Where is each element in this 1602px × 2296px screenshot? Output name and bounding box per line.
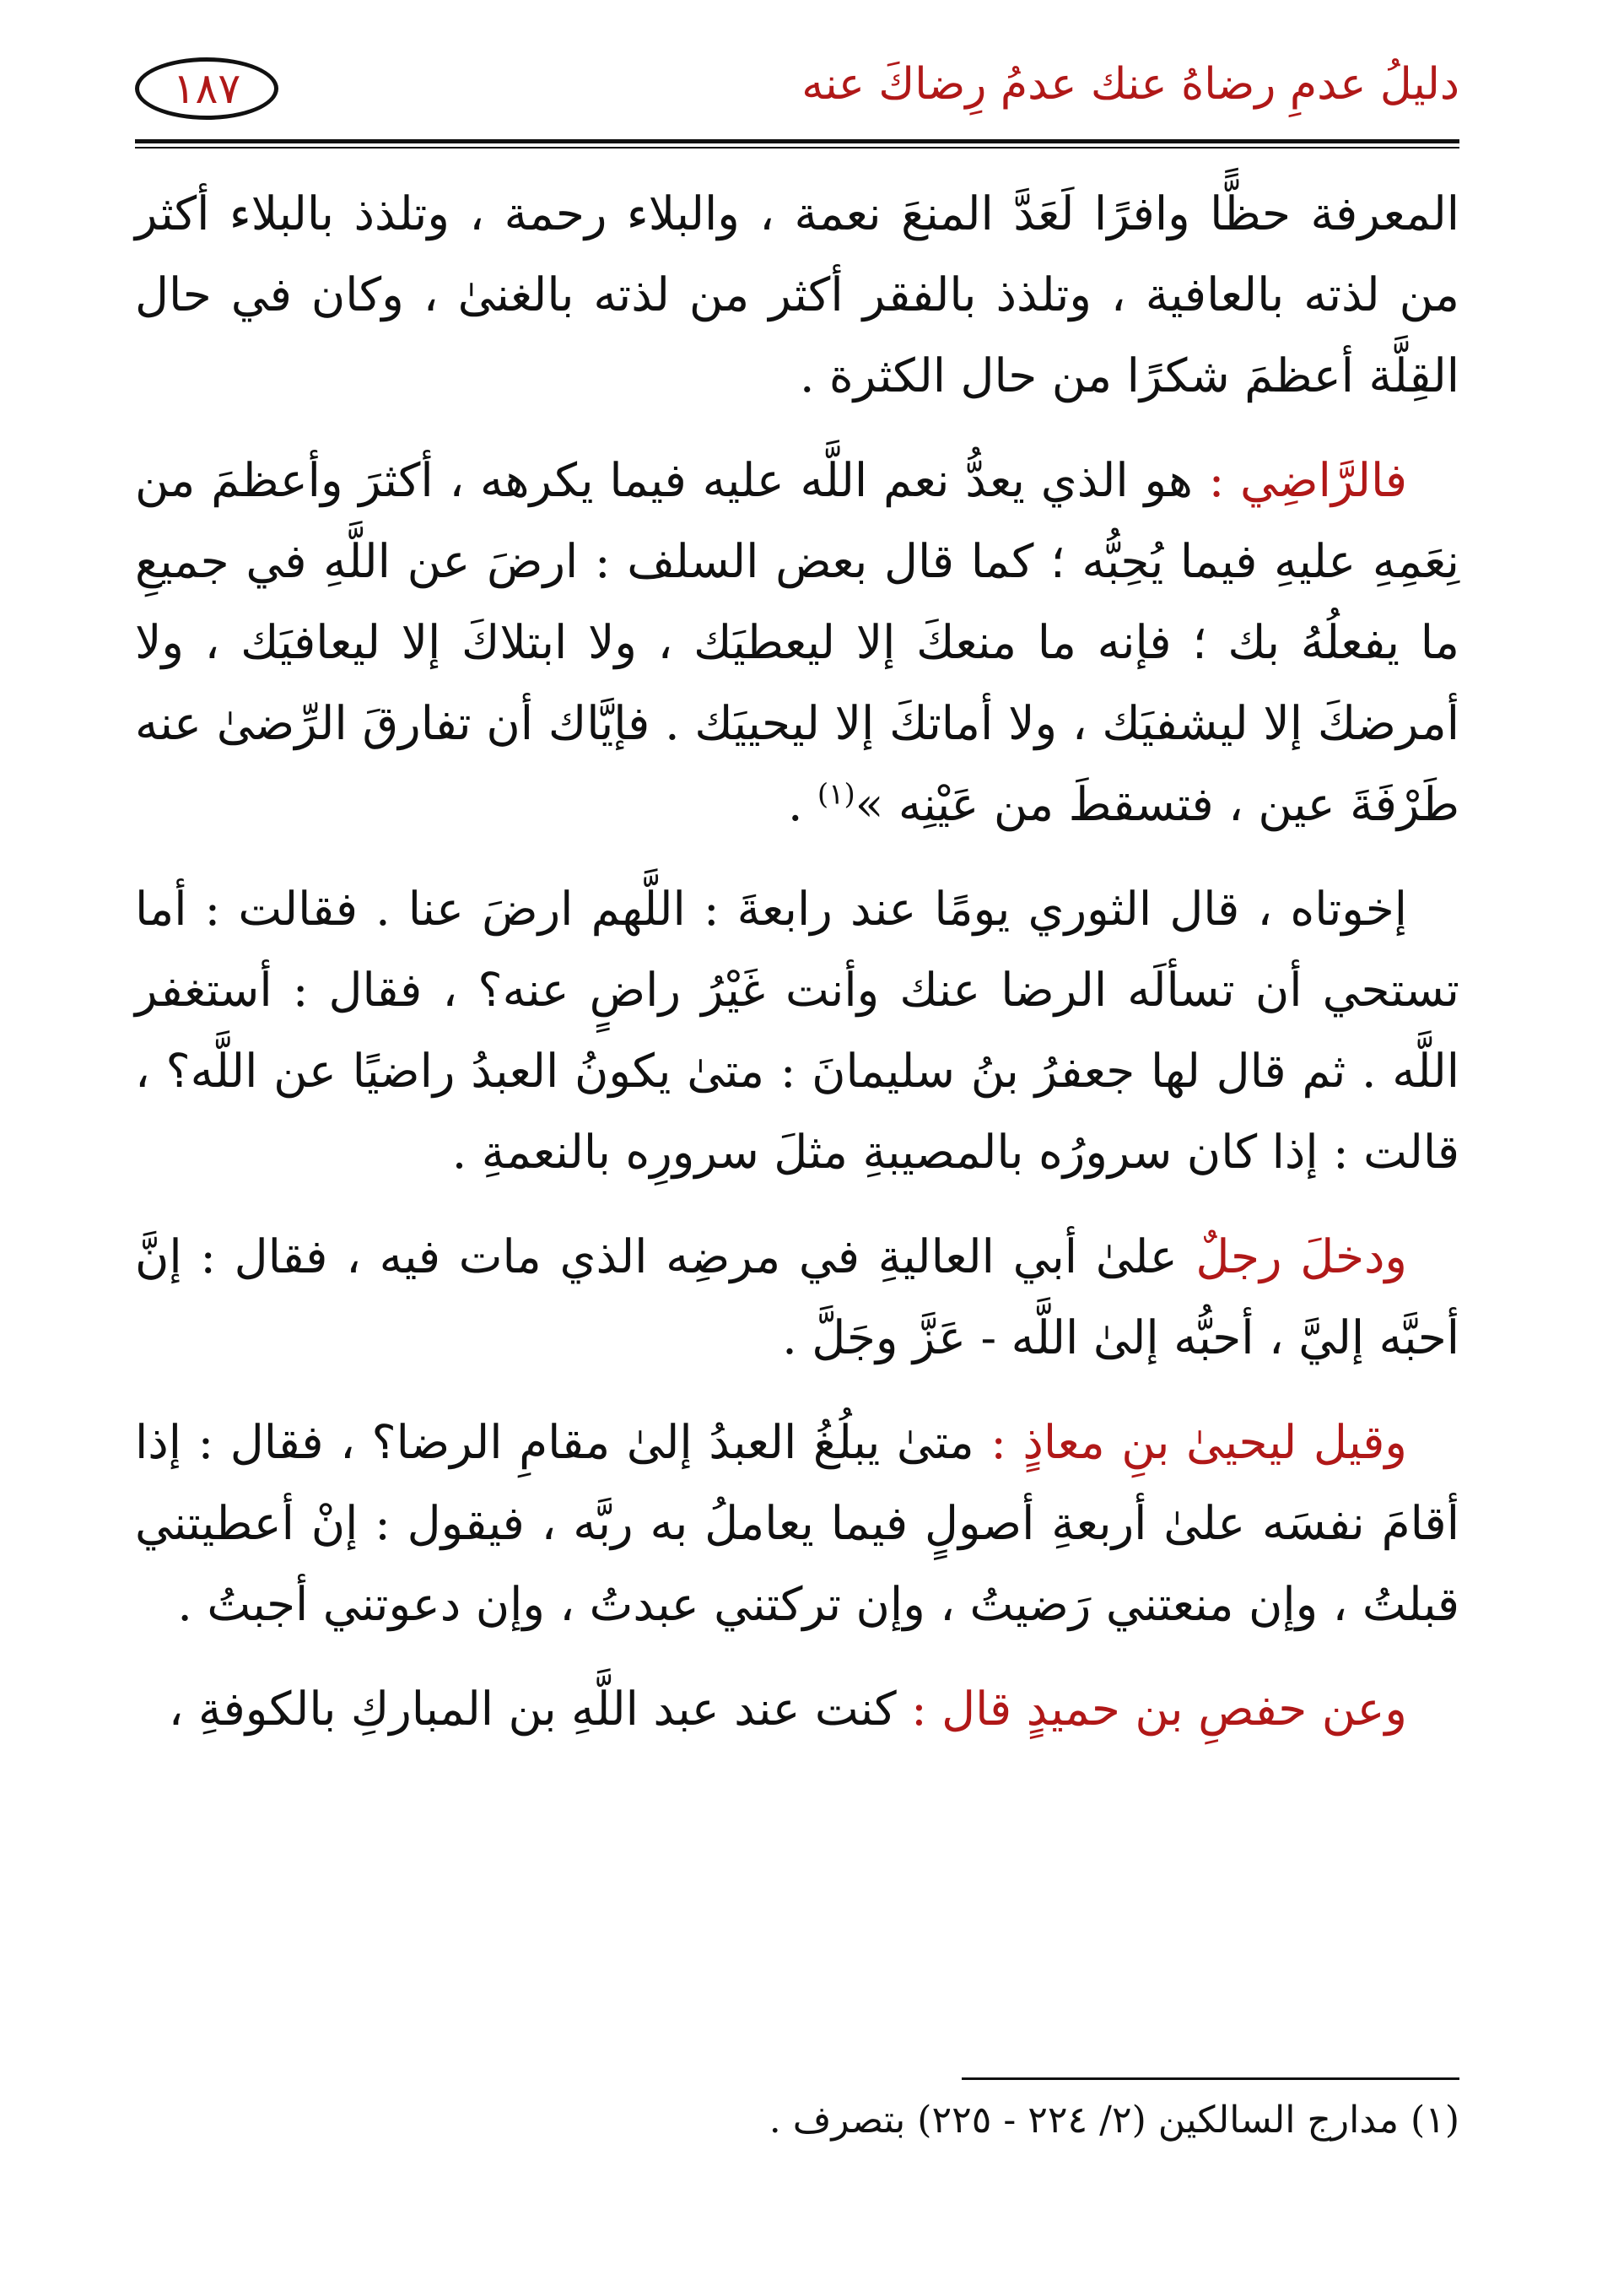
running-title: دليلُ عدمِ رضاهُ عنك عدمُ رِضاكَ عنه <box>801 59 1459 110</box>
paragraph-abul-aliya <box>135 1216 1459 1378</box>
page-header <box>135 51 1459 135</box>
main-text <box>135 173 1459 1773</box>
paragraph-text: متىٰ يبلُغُ العبدُ إلىٰ مقامِ الرضا؟ ، فقال : إذا أقامَ نفسَه علىٰ أربعةِ أصولٍ فيما يعاملُ به ربَّه ، فيقول : إنْ أعطيتني قبلتُ ، وإن منعتني رَضيتُ ، وإن تركتني عبدتُ ، وإن دعوتني أجبتُ . <box>135 1415 1459 1631</box>
paragraph-hafs <box>135 1668 1459 1749</box>
paragraph-lead: فالرَّاضِي : <box>1208 453 1408 507</box>
paragraph-text: المعرفة حظًّا وافرًا لَعَدَّ المنعَ نعمة ، والبلاء رحمة ، وتلذذ بالبلاء أكثر من لذته بالعافية ، وتلذذ بالفقر أكثر من لذته بالغنىٰ ، وكان في حال القِلَّة أعظمَ شكرًا من حال الكثرة . <box>135 186 1459 402</box>
paragraph-radi <box>135 440 1459 845</box>
paragraph-text: علىٰ أبي العاليةِ في مرضِه الذي مات فيه ، فقال : إنَّ أحبَّه إليَّ ، أحبُّه إلىٰ اللَّه - عَزَّ وجَلَّ . <box>135 1229 1459 1364</box>
paragraph-tail: . <box>787 777 817 831</box>
paragraph-continuation <box>135 173 1459 416</box>
paragraph-text: هو الذي يعدُّ نعم اللَّه عليه فيما يكرهه ، أكثرَ وأعظمَ من نِعَمِهِ عليهِ فيما يُحِبُّه ؛ كما قال بعض السلف : ارضَ عن اللَّهِ في جميعِ ما يفعلُهُ بك ؛ فإنه ما منعكَ إلا ليعطيَك ، ولا ابتلاكَ إلا ليعافيَك ، ولا أمرضكَ إلا ليشفيَك ، ولا أماتكَ إلا ليحييَك . فإيَّاك أن تفارقَ الرِّضىٰ عنه طَرْفَةَ عين ، فتسقطَ من عَيْنِه » <box>135 453 1459 831</box>
header-rule-thin <box>135 147 1459 149</box>
footnote <box>135 2091 1459 2150</box>
footnote-separator <box>962 2077 1459 2080</box>
paragraph-thawri <box>135 868 1459 1192</box>
paragraph-yahya <box>135 1402 1459 1645</box>
paragraph-lead: ودخلَ رجلٌ <box>1195 1229 1407 1283</box>
footnote-text: (١) مدارج السالكين (٢/ ٢٢٤ - ٢٢٥) بتصرف . <box>769 2099 1459 2142</box>
paragraph-text: إخوتاه ، قال الثوري يومًا عند رابعةَ : اللَّهم ارضَ عنا . فقالت : أما تستحي أن تسألَه الرضا عنك وأنت غَيْرُ راضٍ عنه؟ ، فقال : أستغفر اللَّه . ثم قال لها جعفرُ بنُ سليمانَ : متىٰ يكونُ العبدُ راضيًا عن اللَّه؟ ، قالت : إذا كان سرورُه بالمصيبةِ مثلَ سرورِه بالنعمةِ . <box>135 882 1460 1179</box>
paragraph-lead: وعن حفصِ بن حميدٍ قال : <box>911 1682 1407 1736</box>
paragraph-lead: وقيل ليحيىٰ بنِ معاذٍ : <box>990 1415 1407 1469</box>
page-number-badge: ١٨٧ <box>135 57 278 120</box>
paragraph-text: كنت عند عبد اللَّهِ بن المباركِ بالكوفةِ ، <box>168 1682 912 1736</box>
footnote-reference: (١) <box>817 777 855 812</box>
header-rule-thick <box>135 139 1459 143</box>
